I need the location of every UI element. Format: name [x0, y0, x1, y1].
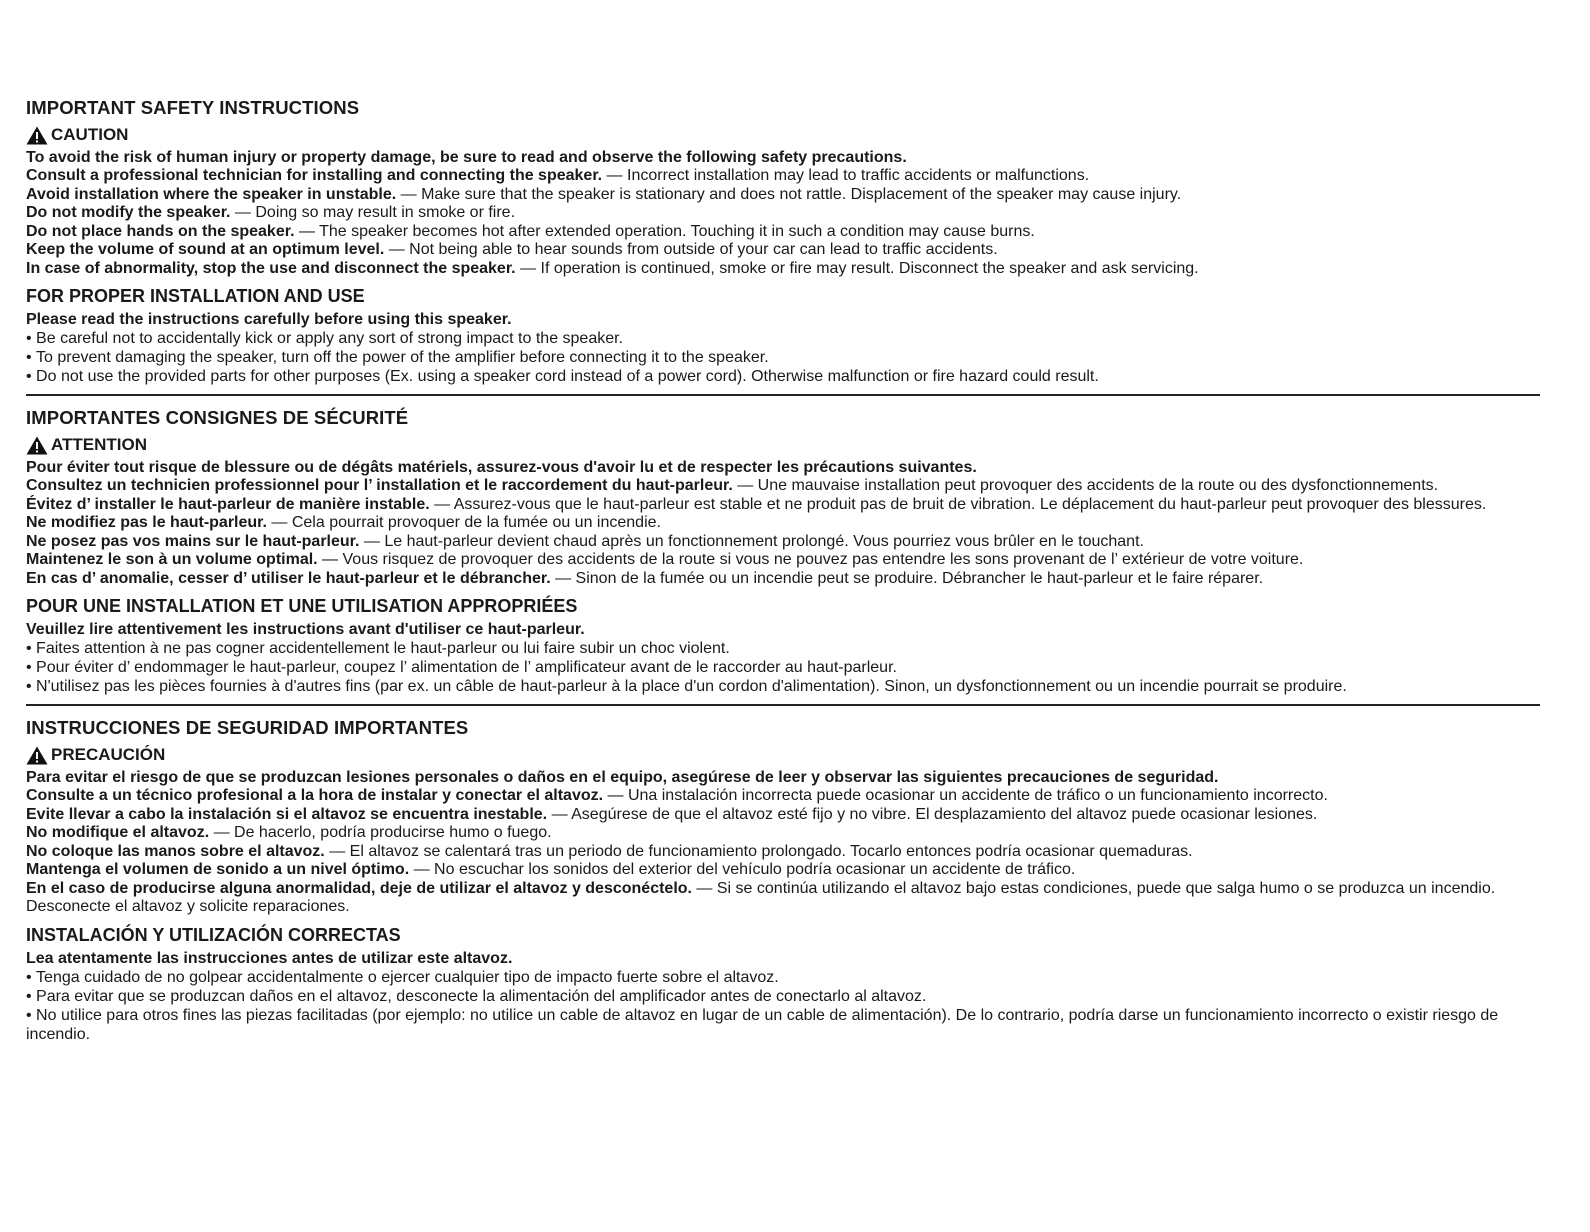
section-title: IMPORTANTES CONSIGNES DE SÉCURITÉ [26, 407, 409, 428]
safety-item: Consultez un technicien professionnel pour l’ installation et le raccordement du haut-parleur. — Une mauvaise installation peut provoquer des accidents de la route ou des dysfonctionnements. [26, 477, 1439, 494]
divider [26, 394, 1540, 396]
list-item: • Do not use the provided parts for other purposes (Ex. using a speaker cord instead of a power cord). Otherwise malfunction or fire hazard could result. [26, 367, 1550, 386]
bullet-list [26, 639, 1550, 696]
safety-item: Consulte a un técnico profesional a la hora de instalar y conectar el altavoz. — Una instalación incorrecta puede ocasionar un accidente de tráfico o un funcionamiento incorrecto. [26, 787, 1328, 804]
bullet-list [26, 329, 1550, 386]
section-english [26, 96, 1550, 386]
sub-intro-text: Please read the instructions carefully before using this speaker. [26, 311, 512, 328]
safety-item: In case of abnormality, stop the use and disconnect the speaker. — If operation is continued, smoke or fire may result. Disconnect the speaker and ask servicing. [26, 259, 1199, 277]
safety-item: Mantenga el volumen de sonido a un nivel óptimo. — No escuchar los sonidos del exterior del vehículo podría ocasionar un accidente de tráfico. [26, 861, 1076, 878]
safety-item: No modifique el altavoz. — De hacerlo, podría producirse humo o fuego. [26, 824, 552, 841]
caution-heading [26, 434, 1550, 456]
warning-triangle-icon [26, 746, 48, 765]
sub-intro-text: Lea atentamente las instrucciones antes de utilizar este altavoz. [26, 949, 513, 967]
caution-label: CAUTION [51, 125, 129, 144]
list-item: • To prevent damaging the speaker, turn off the power of the amplifier before connecting it to the speaker. [26, 348, 1550, 367]
sub-intro-text: Veuillez lire attentivement les instructions avant d'utiliser ce haut-parleur. [26, 621, 585, 638]
list-item: • No utilice para otros fines las piezas facilitadas (por ejemplo: no utilice un cable de altavoz en lugar de un cable de alimentación). De lo contrario, podría darse un funcionamiento incorrecto o existir riesgo de incendio. [26, 1006, 1550, 1044]
divider [26, 704, 1540, 706]
safety-item: Keep the volume of sound at an optimum level. — Not being able to hear sounds from outside of your car can lead to traffic accidents. [26, 241, 998, 258]
safety-item: Evite llevar a cabo la instalación si el altavoz se encuentra inestable. — Asegúrese de que el altavoz esté fijo y no vibre. El desplazamiento del altavoz puede ocasionar lesiones. [26, 805, 1318, 823]
safety-item: Consult a professional technician for installing and connecting the speaker. — Incorrect installation may lead to traffic accidents or malfunctions. [26, 167, 1090, 184]
subheading: POUR UNE INSTALLATION ET UNE UTILISATION APPROPRIÉES [26, 596, 578, 616]
caution-heading [26, 124, 1550, 146]
safety-item: Do not place hands on the speaker. — The speaker becomes hot after extended operation. Touching it in such a condition may cause burns. [26, 222, 1035, 240]
intro-text: To avoid the risk of human injury or property damage, be sure to read and observe the following safety precautions. [26, 149, 907, 166]
bullet-list [26, 968, 1550, 1044]
list-item: • Para evitar que se produzcan daños en el altavoz, desconecte la alimentación del amplificador antes de conectarlo al altavoz. [26, 987, 1550, 1006]
safety-item: En cas d’ anomalie, cesser d’ utiliser le haut-parleur et le débrancher. — Sinon de la fumée ou un incendie peut se produire. Débrancher le haut-parleur et le faire réparer. [26, 569, 1264, 587]
section-french [26, 406, 1550, 696]
list-item: • N'utilisez pas les pièces fournies à d'autres fins (par ex. un câble de haut-parleur à la place d'un cordon d'alimentation). Sinon, un dysfonctionnement ou un incendie pourrait se produire. [26, 677, 1550, 696]
warning-triangle-icon [26, 126, 48, 145]
list-item: • Tenga cuidado de no golpear accidentalmente o ejercer cualquier tipo de impacto fuerte sobre el altavoz. [26, 968, 1550, 987]
safety-item: Maintenez le son à un volume optimal. — Vous risquez de provoquer des accidents de la route si vous ne pouvez pas entendre les sons provenant de l’ extérieur de votre voiture. [26, 551, 1304, 568]
safety-item: Ne modifiez pas le haut-parleur. — Cela pourrait provoquer de la fumée ou un incendie. [26, 514, 661, 531]
subheading: FOR PROPER INSTALLATION AND USE [26, 286, 365, 306]
safety-item: Ne posez pas vos mains sur le haut-parleur. — Le haut-parleur devient chaud après un fonctionnement prolongé. Vous pourriez vous brûler en le touchant. [26, 532, 1144, 550]
safety-item: No coloque las manos sobre el altavoz. — El altavoz se calentará tras un periodo de funcionamiento prolongado. Tocarlo entonces podría ocasionar quemaduras. [26, 842, 1193, 860]
caution-label: PRECAUCIÓN [51, 745, 166, 764]
section-title: INSTRUCCIONES DE SEGURIDAD IMPORTANTES [26, 717, 469, 738]
intro-text: Para evitar el riesgo de que se produzcan lesiones personales o daños en el equipo, asegúrese de leer y observar las siguientes precauciones de seguridad. [26, 769, 1219, 786]
safety-item: Avoid installation where the speaker in unstable. — Make sure that the speaker is stationary and does not rattle. Displacement of the speaker may cause injury. [26, 185, 1182, 203]
safety-item: En el caso de producirse alguna anormalidad, deje de utilizar el altavoz y desconéctelo. — Si se continúa utilizando el altavoz bajo estas condiciones, puede que salga humo o se produzca un incendio. Desconecte el altavoz y solicite reparaciones. [26, 879, 1496, 915]
intro-text: Pour éviter tout risque de blessure ou de dégâts matériels, assurez-vous d'avoir lu et de respecter les précautions suivantes. [26, 459, 977, 476]
subheading: INSTALACIÓN Y UTILIZACIÓN CORRECTAS [26, 924, 401, 945]
list-item: • Pour éviter d’ endommager le haut-parleur, coupez l’ alimentation de l’ amplificateur avant de le raccorder au haut-parleur. [26, 658, 1550, 677]
section-title: IMPORTANT SAFETY INSTRUCTIONS [26, 97, 360, 118]
list-item: • Be careful not to accidentally kick or apply any sort of strong impact to the speaker. [26, 329, 1550, 348]
safety-item: Évitez d’ installer le haut-parleur de manière instable. — Assurez-vous que le haut-parleur est stable et ne produit pas de bruit de vibration. Le déplacement du haut-parleur peut provoquer des blessures. [26, 495, 1487, 513]
list-item: • Faites attention à ne pas cogner accidentellement le haut-parleur ou lui faire subir un choc violent. [26, 639, 1550, 658]
warning-triangle-icon [26, 436, 48, 455]
section-spanish [26, 716, 1550, 1044]
safety-item: Do not modify the speaker. — Doing so may result in smoke or fire. [26, 204, 516, 221]
caution-label: ATTENTION [51, 435, 148, 454]
caution-heading [26, 744, 1550, 766]
